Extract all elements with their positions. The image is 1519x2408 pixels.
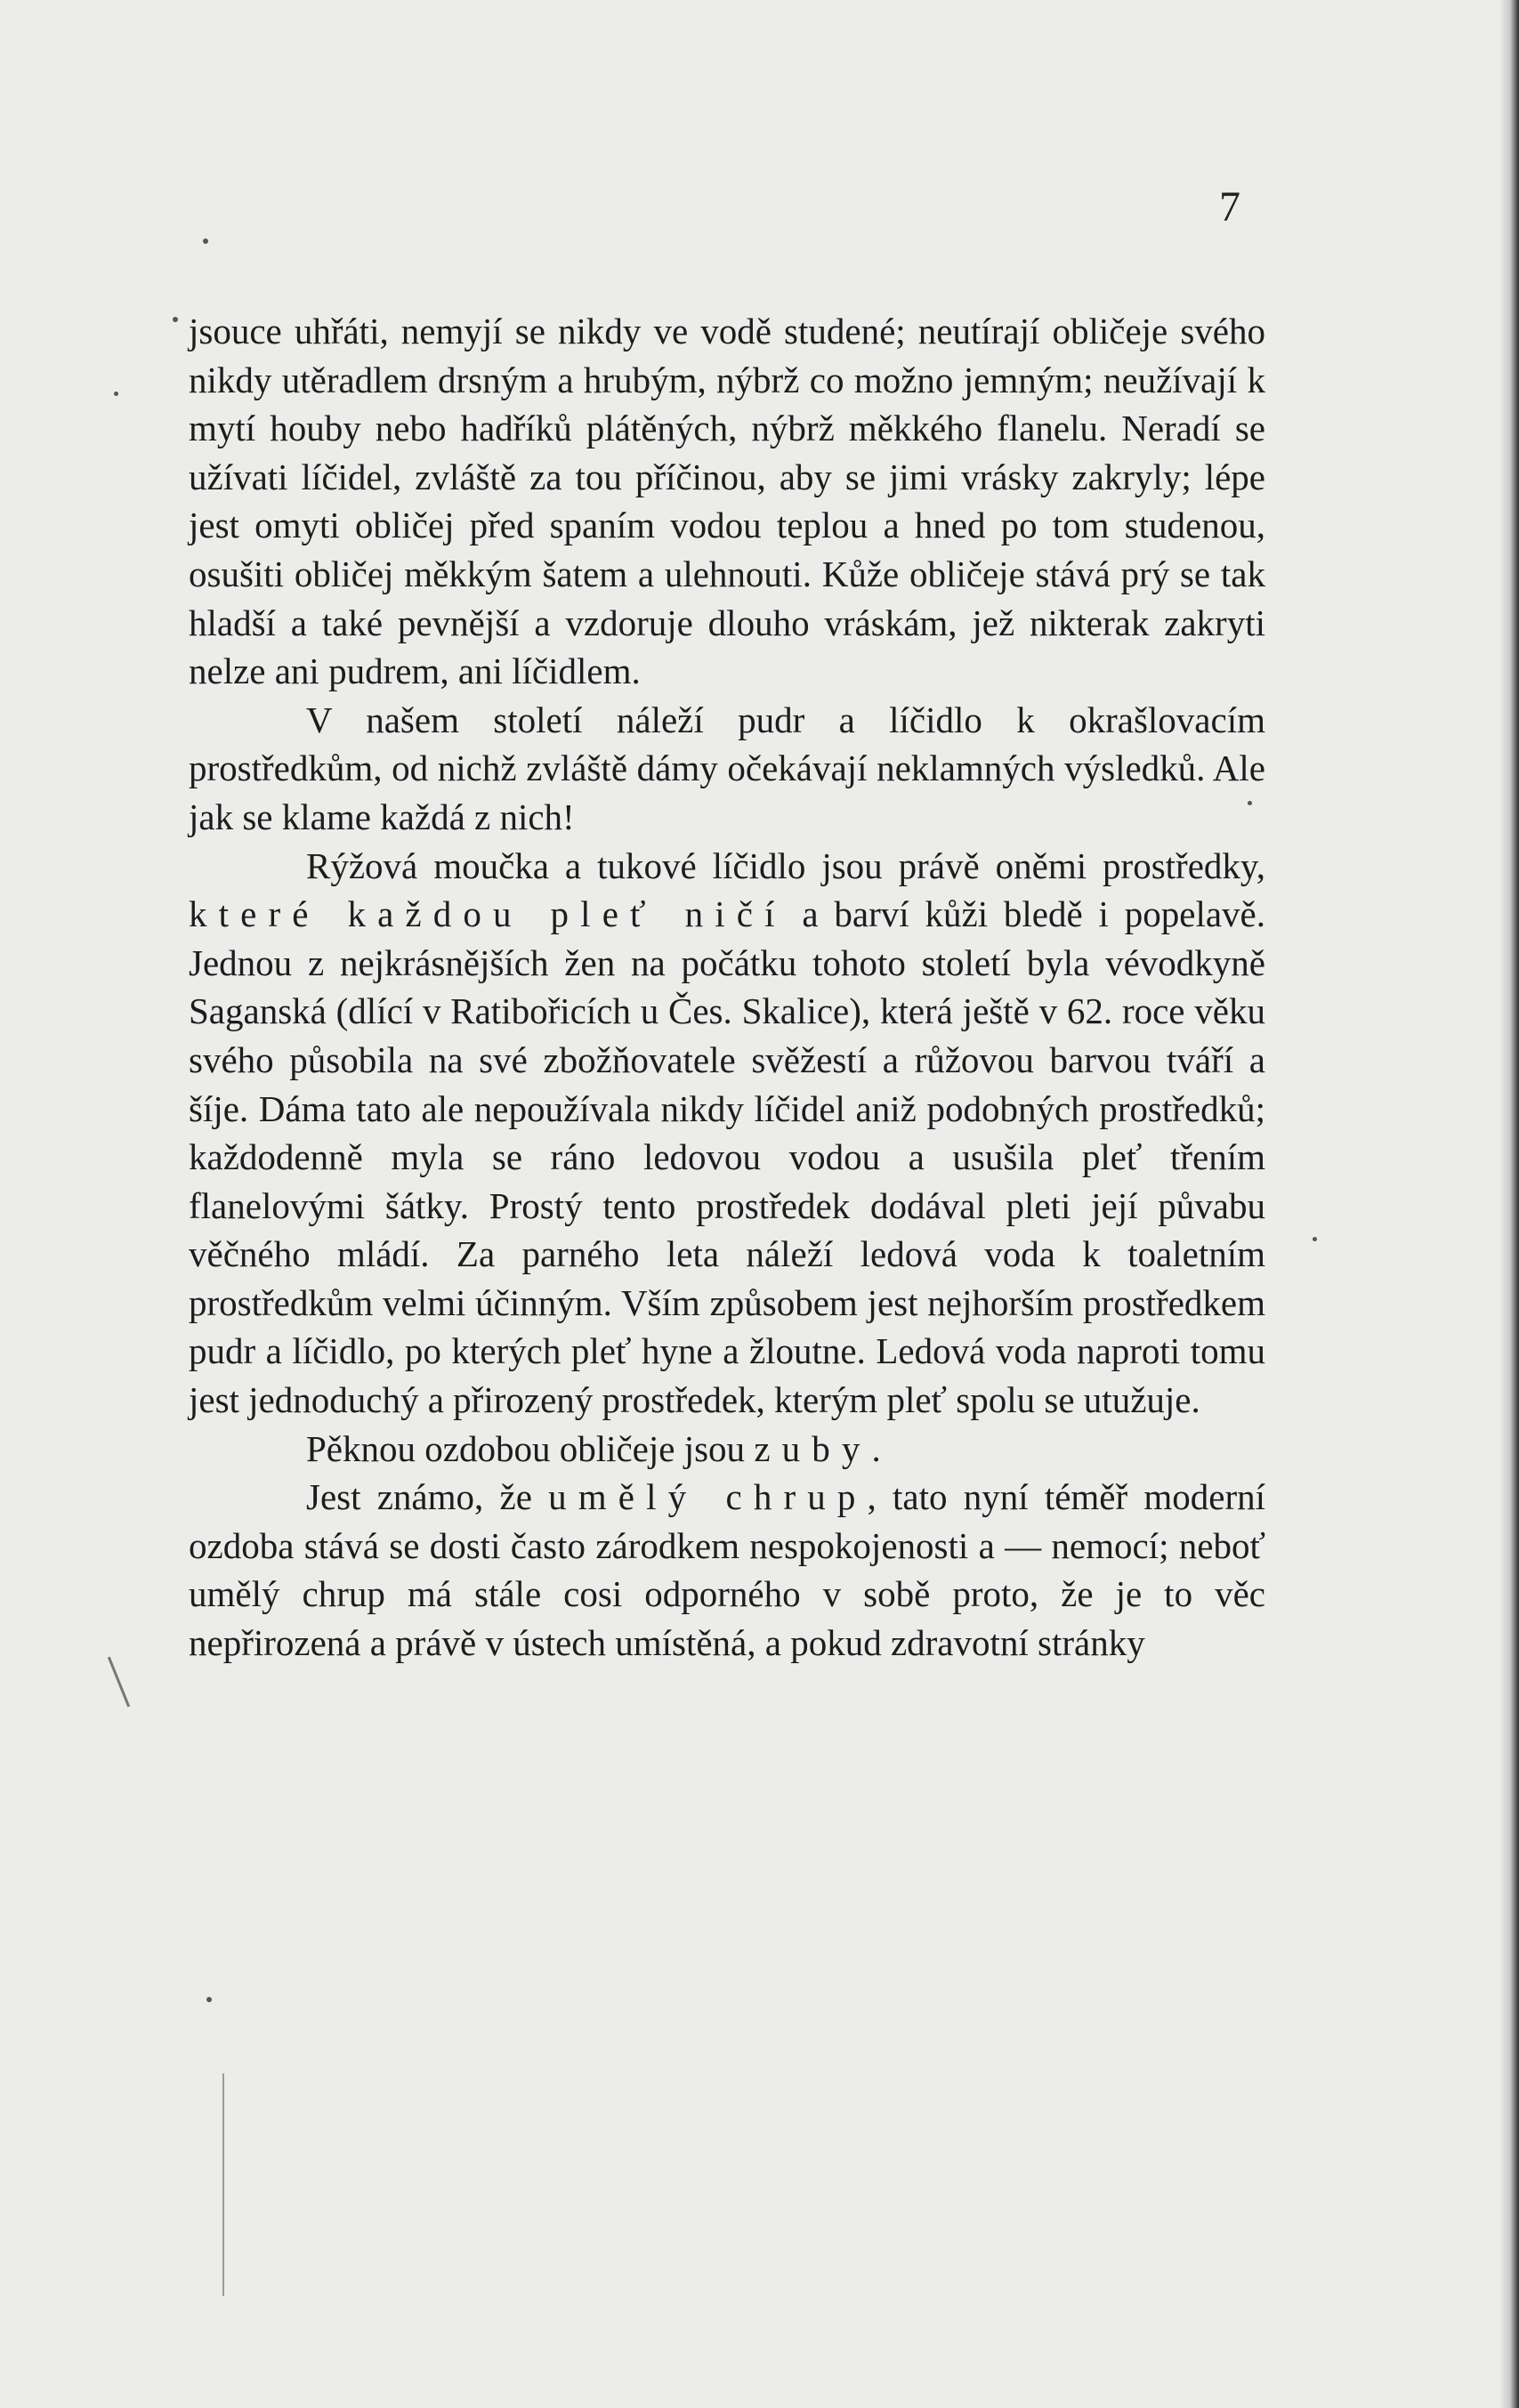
text-run: , tato nyní téměř moderní ozdoba stává se dosti často zárodkem nespokojenosti a — nemocí; neboť umělý chrup má stále cosi odporného v sobě proto, že je to věc nepřirozená a právě v ústech umístěná, a pokud zdravotní stránky bbox=[189, 1476, 1266, 1664]
text-run: a barví kůži bledě i popelavě. Jednou z nejkrásnějších žen na počátku tohoto století byla vévodkyně Saganská (dlící v Ratibořicích u Čes. Skalice), která ještě v 62. roce věku svého působila na své zbožňovatele svěžestí a růžovou barvou tváří a šíje. Dáma tato ale nepoužívala nikdy líčidel aniž podobných prostředků; každodenně myla se ráno ledovou vodou a usušila pleť třením flanelovými šátky. Prostý tento prostředek dodával pleti její půvabu věčného mládí. Za parného leta náleží ledová voda k toaletním prostředkům velmi účinným. Vším způsobem jest nejhorším prostředkem pudr a líčidlo, po kterých pleť hyne a žloutne. Ledová voda naproti tomu jest jednoduchý a přirozený prostředek, kterým pleť spolu se utužuje. bbox=[189, 893, 1265, 1421]
text-run: V našem století náleží pudr a líčidlo k okrašlovacím prostředkům, od nichž zvláště dámy očekávají neklamných výsledků. Ale jak se klame každá z nich! bbox=[189, 699, 1265, 837]
emphasized-text: zuby bbox=[754, 1427, 872, 1469]
ink-speck bbox=[114, 392, 118, 396]
text-run: Jest známo, že bbox=[306, 1476, 549, 1518]
ink-speck bbox=[1313, 1237, 1317, 1241]
paragraph bbox=[189, 696, 1265, 842]
page-number: 7 bbox=[1219, 183, 1240, 230]
ink-speck bbox=[173, 317, 178, 322]
text-run: Rýžová moučka a tukové líčidlo jsou právě oněmi prostředky, bbox=[306, 844, 1265, 886]
margin-mark bbox=[222, 2073, 224, 2296]
text-run: jsouce uhřáti, nemyjí se nikdy ve vodě studené; neutírají obličeje svého nikdy utěradlem drsným a hrubým, nýbrž co možno jemným; neužívají k mytí houby nebo hadříků plátěných, nýbrž měkkého flanelu. Neradí se užívati líčidel, zvláště za tou příčinou, aby se jimi vrásky zakryly; lépe jest omyti obličej před spaním vodou teplou a hned po tom studenou, osušiti obličej měkkým šatem a ulehnouti. Kůže obličeje stává prý se tak hladší a také pevnější a vzdoruje dlouho vráskám, jež nikterak zakryti nelze ani pudrem, ani líčidlem. bbox=[189, 311, 1265, 692]
ink-speck bbox=[203, 238, 208, 244]
page-edge-shadow bbox=[1499, 0, 1519, 2408]
margin-mark bbox=[108, 1657, 130, 1708]
text-run: Pěknou ozdobou obličeje jsou bbox=[306, 1427, 755, 1469]
ink-speck bbox=[206, 1997, 212, 2002]
paragraph bbox=[189, 307, 1265, 696]
text-run: . bbox=[871, 1427, 881, 1469]
paragraph bbox=[189, 842, 1265, 1425]
emphasized-text: umělý chrup bbox=[548, 1476, 868, 1518]
body-text bbox=[189, 307, 1265, 1668]
emphasized-text: které každou pleť ničí bbox=[189, 893, 787, 935]
paragraph bbox=[189, 1473, 1265, 1667]
paragraph bbox=[189, 1425, 1265, 1474]
